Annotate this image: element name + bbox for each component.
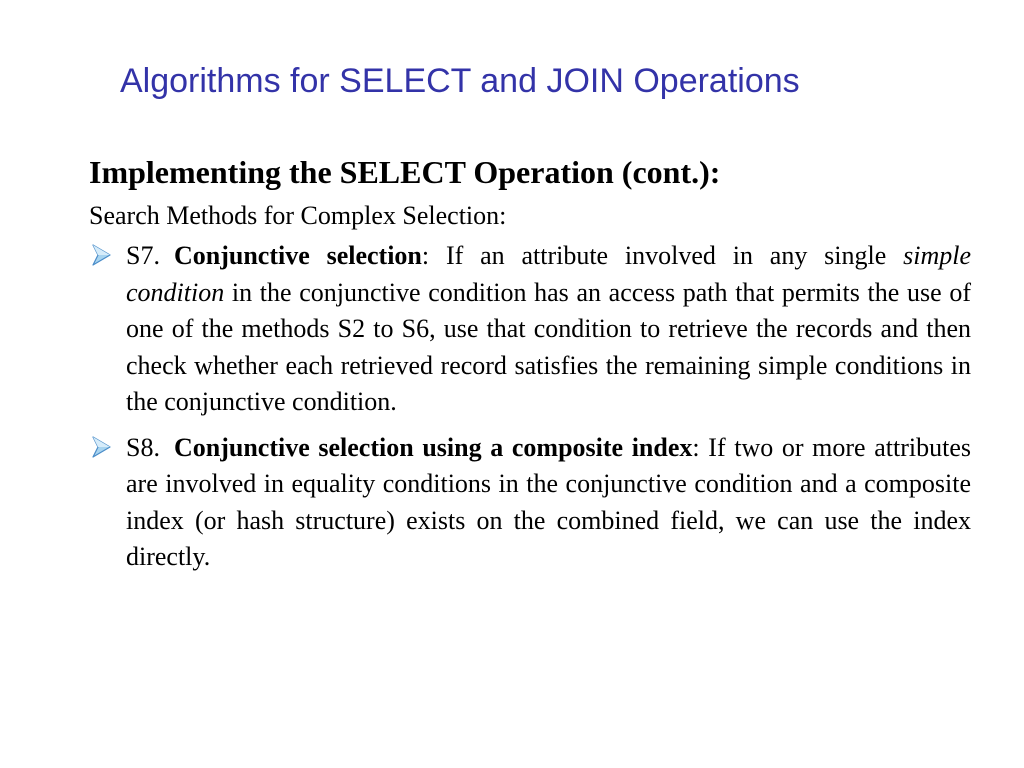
bullet-text: If two or more attributes are involved in equality conditions in the conjunctive condition and a composite index (or hash structure) exists on the combined field, we can use the index directly. bbox=[126, 432, 971, 571]
bullet-term: Conjunctive selection bbox=[173, 241, 422, 270]
bullet-colon: : bbox=[421, 241, 430, 270]
slide-content bbox=[89, 152, 971, 585]
bullet-term: Conjunctive selection using a composite index bbox=[173, 432, 693, 462]
bullet-list bbox=[89, 238, 971, 576]
bullet-text-after-italic: in the conjunctive condition has an access path that permits the use of one of the methods S2 to S6, use that condition to retrieve the records and then check whether each retrieved record satisfies the remaining simple conditions in the conjunctive condition. bbox=[126, 277, 971, 416]
bullet-code: S8. bbox=[126, 432, 160, 462]
section-subheading: Search Methods for Complex Selection: bbox=[89, 201, 507, 230]
arrowhead-bullet-icon bbox=[91, 436, 111, 458]
bullet-item-s7 bbox=[89, 238, 971, 421]
slide-title: Algorithms for SELECT and JOIN Operations bbox=[120, 62, 800, 100]
bullet-italic-term: simple condition bbox=[126, 241, 971, 307]
bullet-code: S7. bbox=[126, 241, 160, 270]
bullet-text-before-italic: If an attribute involved in any single bbox=[429, 241, 904, 270]
bullet-colon: : bbox=[692, 432, 700, 462]
section-heading: Implementing the SELECT Operation (cont.): bbox=[89, 154, 721, 190]
arrowhead-bullet-icon bbox=[91, 244, 111, 266]
bullet-item-s8 bbox=[89, 430, 971, 576]
